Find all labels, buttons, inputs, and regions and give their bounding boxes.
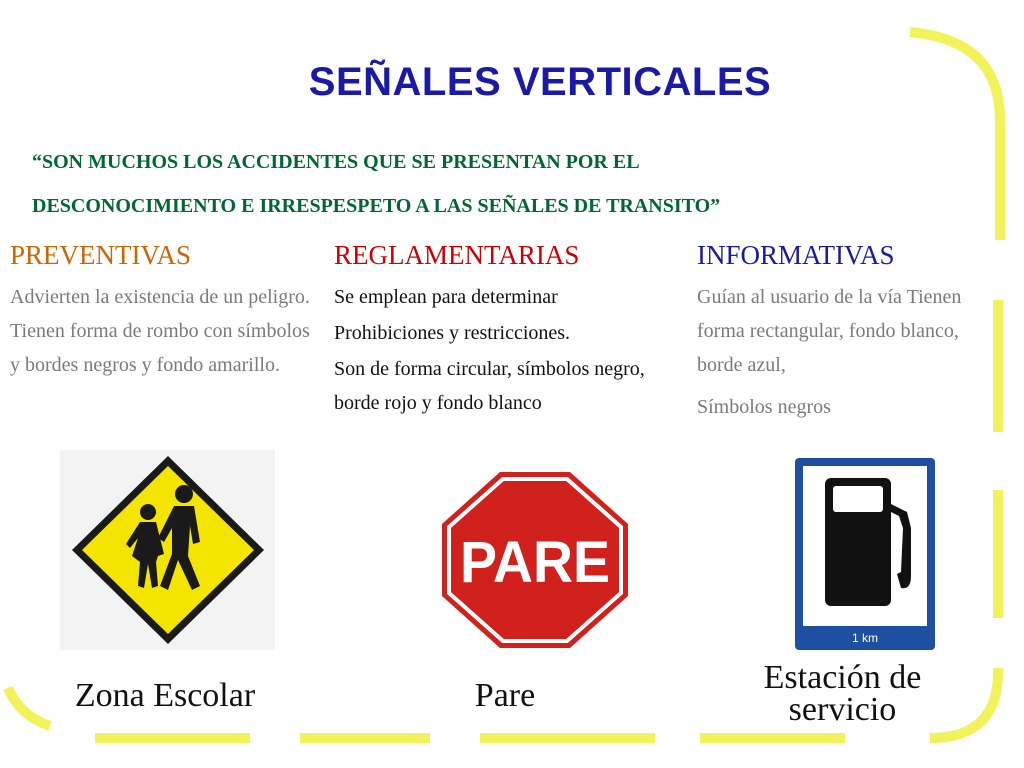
caption-estacion-servicio — [735, 659, 950, 728]
column-preventivas — [10, 238, 318, 382]
school-zone-sign-icon — [60, 450, 275, 650]
quote-line-2: DESCONOCIMIENTO E IRRESPESPETO A LAS SEÑALES DE TRANSITO” — [32, 195, 721, 217]
stop-sign-text: PARE — [460, 530, 610, 595]
column-reglamentarias — [334, 238, 679, 422]
text-reglamentarias-1: Se emplean para determinar — [334, 286, 558, 308]
fuel-station-sign-icon — [795, 458, 935, 650]
text-informativas-2: Símbolos negros — [697, 396, 831, 418]
heading-reglamentarias: REGLAMENTARIAS — [334, 240, 580, 270]
quote-line-1: “SON MUCHOS LOS ACCIDENTES QUE SE PRESENTAN POR EL — [32, 151, 640, 173]
caption-estacion-line-2: servicio — [788, 691, 897, 728]
text-preventivas: Advierten la existencia de un peligro. Tienen forma de rombo con símbolos y bordes negros y fondo amarillo. — [10, 286, 310, 376]
heading-informativas: INFORMATIVAS — [697, 240, 895, 270]
caption-zona-escolar: Zona Escolar — [74, 677, 256, 714]
text-informativas-1: Guían al usuario de la vía Tienen forma rectangular, fondo blanco, borde azul, — [697, 286, 962, 376]
text-reglamentarias-3: Son de forma circular, símbolos negro, borde rojo y fondo blanco — [334, 358, 645, 414]
fuel-sign-distance: 1 km — [851, 631, 879, 645]
text-reglamentarias-2: Prohibiciones y restricciones. — [334, 322, 571, 344]
frame-bottom-left-curve — [8, 688, 50, 726]
heading-preventivas: PREVENTIVAS — [10, 240, 192, 270]
page-title: SEÑALES VERTICALES — [308, 60, 772, 104]
caption-estacion-line-1: Estación de — [763, 659, 922, 696]
caption-pare: Pare — [474, 677, 536, 714]
stop-sign-icon — [440, 470, 630, 650]
intro-quote — [32, 140, 1022, 228]
column-informativas — [697, 238, 962, 424]
